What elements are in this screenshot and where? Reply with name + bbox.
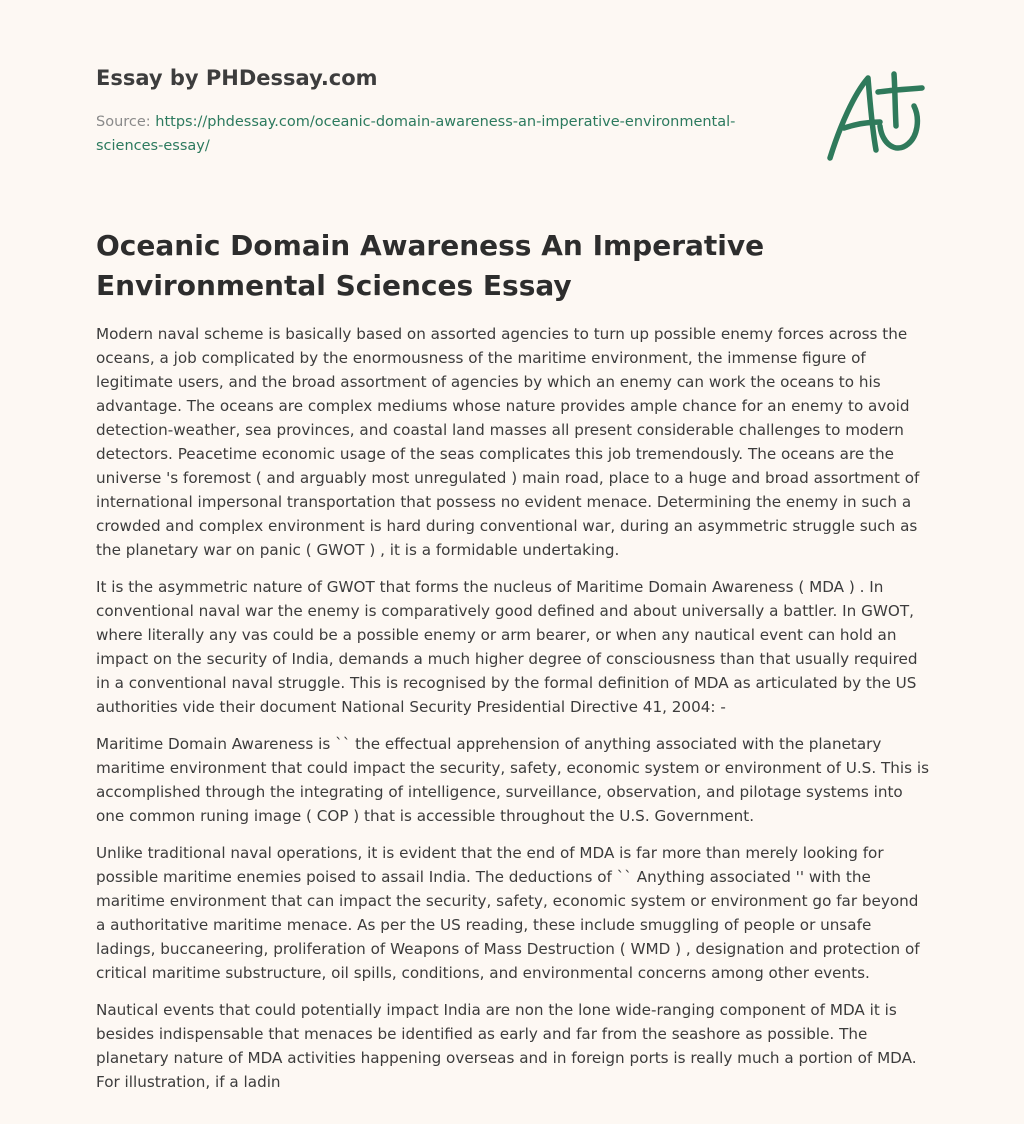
essay-title: Oceanic Domain Awareness An Imperative Environmental Sciences Essay: [96, 229, 765, 302]
site-title: Essay by PHDessay.com: [96, 66, 378, 90]
source-line: [96, 110, 776, 158]
source-label: Source:: [96, 114, 151, 130]
essay-paragraph: Nautical events that could potentially impact India are non the lone wide-ranging component of MDA it is besides indispensable that menaces be identified as early and far from the seashore as possible. The planetary nature of MDA activities happening overseas and in foreign ports is really much a portion of MDA. For illustration, if a ladin: [96, 1001, 917, 1091]
essay-paragraph: Modern naval scheme is basically based on assorted agencies to turn up possible enemy forces across the oceans, a job complicated by the enormousness of the maritime environment, the immense figure of legitimate users, and the broad assortment of agencies by which an enemy can work the oceans to his advantage. The oceans are complex mediums whose nature provides ample chance for an enemy to avoid detection-weather, sea provinces, and coastal land masses all present considerable challenges to modern detectors. Peacetime economic usage of the seas complicates this job tremendously. The oceans are the universe 's foremost ( and arguably most unregulated ) main road, place to a huge and broad assortment of international impersonal transportation that possess no evident menace. Determining the enemy in such a crowded and complex environment is hard during conventional war, during an asymmetric struggle such as the planetary war on panic ( GWOT ) , it is a formidable undertaking.: [96, 325, 920, 559]
essay-body: [96, 322, 932, 1107]
source-link[interactable]: https://phdessay.com/oceanic-domain-awareness-an-imperative-environmental-sciences-essay/: [96, 114, 736, 154]
essay-paragraph: Unlike traditional naval operations, it is evident that the end of MDA is far more than merely looking for possible maritime enemies poised to assail India. The deductions of `` Anything associated '' with the maritime environment that can impact the security, safety, economic system or environment go far beyond a authoritative maritime menace. As per the US reading, these include smuggling of people or unsafe ladings, buccaneering, proliferation of Weapons of Mass Destruction ( WMD ) , designation and protection of critical maritime substructure, oil spills, conditions, and environmental concerns among other events.: [96, 844, 920, 982]
a-plus-logo-svg: [822, 66, 932, 166]
page-header: [96, 62, 796, 158]
essay-paragraph: It is the asymmetric nature of GWOT that forms the nucleus of Maritime Domain Awareness ( MDA ) . In conventional naval war the enemy is comparatively good defined and about universally a battler. In GWOT, where literally any vas could be a possible enemy or arm bearer, or when any nautical event can hold an impact on the security of India, demands a much higher degree of consciousness than that usually required in a conventional naval struggle. This is recognised by the formal definition of MDA as articulated by the US authorities vide their document National Security Presidential Directive 41, 2004: -: [96, 578, 918, 716]
a-plus-logo-icon: [822, 66, 932, 166]
essay-paragraph: Maritime Domain Awareness is `` the effectual apprehension of anything associated with the planetary maritime environment that could impact the security, safety, economic system or environment of U.S. This is accomplished through the integrating of intelligence, surveillance, observation, and pilotage systems into one common runing image ( COP ) that is accessible throughout the U.S. Government.: [96, 735, 929, 825]
